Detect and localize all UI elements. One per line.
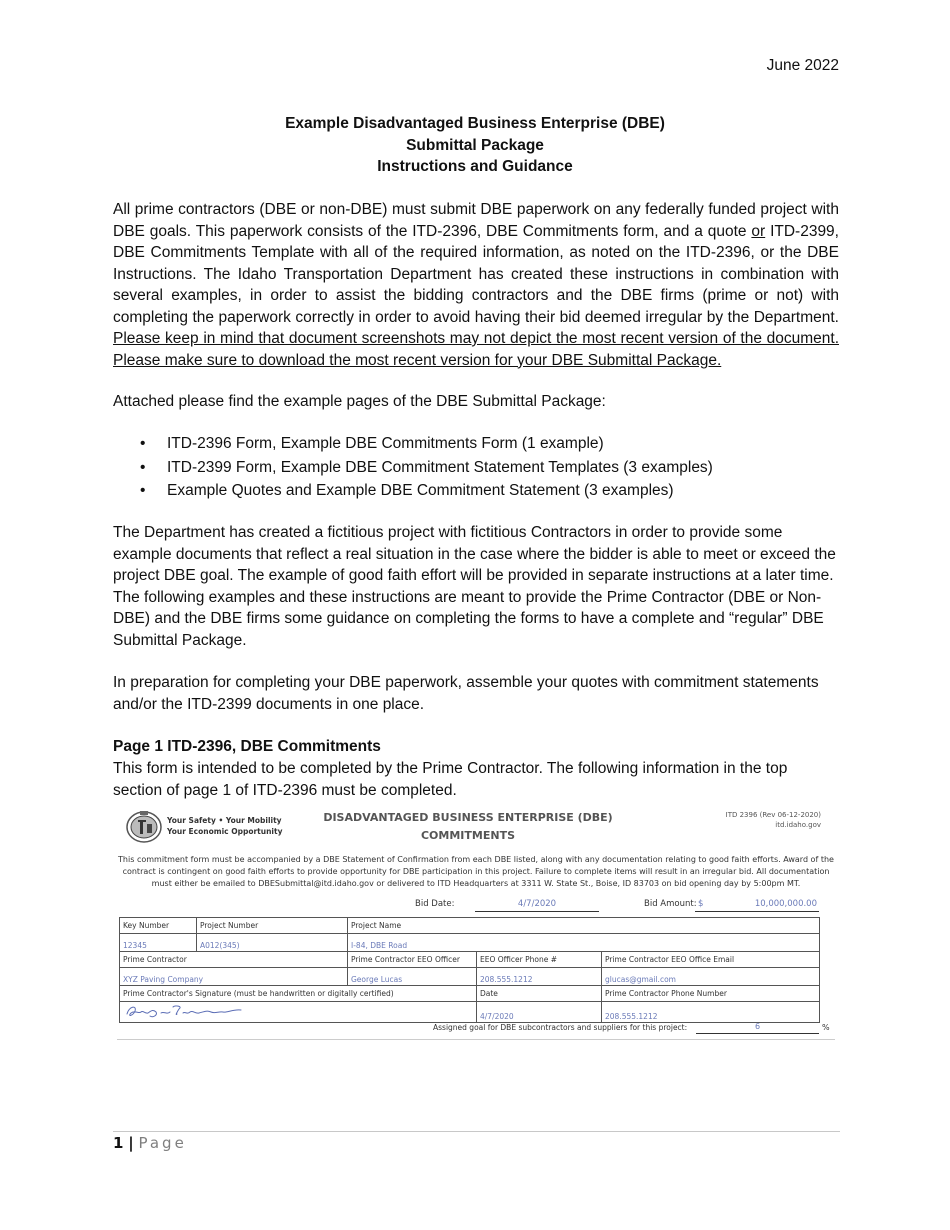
bid-amount-label: Bid Amount: <box>644 899 697 909</box>
date-value: 4/7/2020 <box>477 1002 602 1023</box>
list-item: • ITD-2396 Form, Example DBE Commitments Form (1 example) <box>140 433 840 457</box>
document-date: June 2022 <box>766 57 839 74</box>
project-number-value: A012(345) <box>197 934 348 952</box>
itd-2396-form-screenshot <box>113 803 839 1043</box>
attached-paragraph: Attached please find the example pages of the DBE Submittal Package: <box>113 393 606 410</box>
itd-logo-icon <box>124 808 164 844</box>
list-item: • ITD-2399 Form, Example DBE Commitment Statement Templates (3 examples) <box>140 457 840 481</box>
section-heading: Page 1 ITD-2396, DBE Commitments <box>113 738 381 755</box>
department-paragraph: The Department has created a fictitious project with fictitious Contractors in order to provide some example documents that reflect a real situation in the case where the bidder is able to meet or exceed the project DBE goal. The example of good faith effort will be provided in separate instructions at a later time. The following examples and these instructions are meant to provide the Prime Contractor (DBE or Non-DBE) and the DBE firms some guidance on completing the forms to have a complete and “regular” DBE Submittal Package. <box>113 524 836 649</box>
phone-value: 208.555.1212 <box>602 1002 820 1023</box>
form-info-table <box>119 917 820 1023</box>
goal-label: Assigned goal for DBE subcontractors and suppliers for this project: <box>433 1023 688 1032</box>
title-line-3: Instructions and Guidance <box>377 158 573 175</box>
phone-label: Prime Contractor Phone Number <box>602 986 820 1002</box>
example-list <box>140 433 840 504</box>
eeo-email-label: Prime Contractor EEO Office Email <box>602 952 820 968</box>
eeo-phone-label: EEO Officer Phone # <box>477 952 602 968</box>
title-line-2: Submittal Package <box>406 136 544 154</box>
form-title: DISADVANTAGED BUSINESS ENTERPRISE (DBE) COMMITMENTS <box>323 811 613 842</box>
bid-date-value: 4/7/2020 <box>475 899 599 912</box>
version-note: Please keep in mind that document screenshots may not depict the most recent version of the document. Please make sure to download the most recent version for your DBE Submittal Package. <box>113 330 839 369</box>
project-number-label: Project Number <box>197 918 348 934</box>
form-notice: This commitment form must be accompanied by a DBE Statement of Confirmation from each DBE listed, along with any documentation relating to good faith efforts. Award of the contract is contingent on good faith efforts to provide opportunity for DBE participation in this project. Failure to complete items will result in an irregular bid. All documentation must either be emailed to DBESubmittal@itd.idaho.gov or delivered to ITD Headquarters at 3311 W. State St., Boise, ID 83703 on bid opening day by 5:00pm MT. <box>118 855 834 888</box>
page-word: Page <box>138 1134 187 1152</box>
currency-symbol: $ <box>698 899 704 909</box>
document-title <box>0 113 950 178</box>
project-name-label: Project Name <box>348 918 820 934</box>
key-number-label: Key Number <box>120 918 197 934</box>
goal-value: 6 <box>696 1022 819 1034</box>
date-label: Date <box>477 986 602 1002</box>
project-name-value: I-84, DBE Road <box>348 934 820 952</box>
bid-date-label: Bid Date: <box>415 899 455 909</box>
eeo-email-value: glucas@gmail.com <box>602 968 820 986</box>
form-revision: ITD 2396 (Rev 06-12-2020) itd.idaho.gov <box>725 811 821 829</box>
intro-paragraph: All prime contractors (DBE or non-DBE) must submit DBE paperwork on any federally funded project with DBE goals. This paperwork consists of the ITD-2396, DBE Commitments form, and a quote or ITD-2399, DBE Commitments Template with all of the required information, as noted on the ITD-2396, or the DBE Instructions. The Idaho Transportation Department has created these instructions in combination with several examples, in order to assist the bidding contractors and the DBE firms (prime or not) with completing the paperwork correctly in order to avoid having their bid deemed irregular by the Department. Please keep in mind that document screenshots may not depict the most recent version of the document. Please make sure to download the most recent version for your DBE Submittal Package. <box>113 201 839 369</box>
signature-field <box>120 1002 477 1023</box>
preparation-paragraph: In preparation for completing your DBE paperwork, assemble your quotes with commitment statements and/or the ITD-2399 documents in one place. <box>113 674 819 713</box>
page-footer <box>113 1134 187 1152</box>
prime-contractor-label: Prime Contractor <box>120 952 348 968</box>
form-divider <box>117 1039 835 1040</box>
prime-contractor-value: XYZ Paving Company <box>120 968 348 986</box>
goal-percent: % <box>822 1023 830 1032</box>
bid-amount-value: 10,000,000.00 <box>754 899 817 909</box>
handwritten-signature <box>123 1003 273 1019</box>
list-item: • Example Quotes and Example DBE Commitment Statement (3 examples) <box>140 480 840 504</box>
key-number-value: 12345 <box>120 934 197 952</box>
form-tagline: Your Safety • Your Mobility Your Economic Opportunity <box>167 816 283 836</box>
eeo-officer-value: George Lucas <box>348 968 477 986</box>
signature-label: Prime Contractor's Signature (must be handwritten or digitally certified) <box>120 986 477 1002</box>
page-separator: | <box>128 1134 134 1152</box>
page-number: 1 <box>113 1134 124 1152</box>
title-line-1: Example Disadvantaged Business Enterprise (DBE) <box>285 115 665 132</box>
eeo-officer-label: Prime Contractor EEO Officer <box>348 952 477 968</box>
section-paragraph: This form is intended to be completed by the Prime Contractor. The following information in the top section of page 1 of ITD-2396 must be completed. <box>113 760 788 799</box>
footer-divider <box>113 1131 840 1132</box>
eeo-phone-value: 208.555.1212 <box>477 968 602 986</box>
bid-amount-field <box>695 899 819 912</box>
